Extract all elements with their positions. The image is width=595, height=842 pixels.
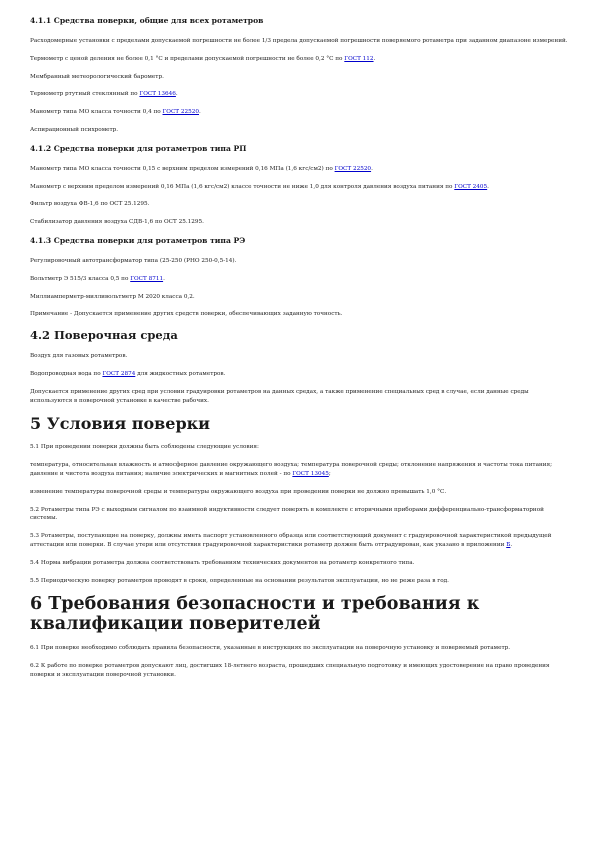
paragraph: Вольтметр Э 515/3 класса 0,5 по ГОСТ 8711. bbox=[30, 275, 165, 282]
note-paragraph: Примечание - Допускается применение других средств поверки, обеспечивающих заданную точность. bbox=[30, 311, 343, 318]
appendix-link[interactable]: Б bbox=[506, 541, 511, 548]
paragraph: Термометр ртутный стеклянный по ГОСТ 13646. bbox=[30, 91, 178, 98]
paragraph: Манометр типа МО класса точности 0,4 по ГОСТ 22520. bbox=[30, 109, 201, 116]
gost-link[interactable]: ГОСТ 13646 bbox=[139, 91, 176, 98]
paragraph: Расходомерные установки с пределами допускаемой погрешности не более 1/3 предела допускаемой погрешности поверяемого ротаметра при заданном диапазоне измерений. bbox=[30, 38, 568, 44]
paragraph: Регулировочный автотрансформатор типа (25-250 (РНО 250-0,5-14). bbox=[30, 257, 237, 264]
section-5-heading: 5 Условия поверки bbox=[30, 414, 211, 434]
section-4-1-3-heading: 4.1.3 Средства поверки для ротаметров типа РЭ bbox=[30, 235, 246, 245]
document-page bbox=[30, 16, 570, 689]
section-4-1-2-heading: 4.1.2 Средства поверки для ротаметров типа РП bbox=[30, 143, 247, 153]
paragraph: 6.2 К работе по поверке ротаметров допускают лиц, достигших 18-летнего возраста, прошедших специальную подготовку и имеющих удостоверение на право проведения поверки и эксплуатации поверочной установки. bbox=[30, 663, 550, 678]
paragraph: 5.3 Ротаметры, поступающие на поверку, должны иметь паспорт установленного образца или соответствующий документ с градуировочной характеристикой предыдущей аттестации или поверки. В случае утери или отсутствия градуировочной характеристики ротаметр должен быть отградуирован, как указано в приложении Б. bbox=[30, 533, 552, 548]
paragraph: изменение температуры поверочной среды и температуры окружающего воздуха при проведении поверки не должно превышать 1,0 °С. bbox=[30, 488, 447, 495]
paragraph: Миллиамперметр-милливольтметр М 2020 класса 0,2. bbox=[30, 293, 195, 300]
paragraph: Манометр с верхним пределом измерений 0,16 МПа (1,6 кгс/см2) классе точности не ниже 1,0 для контроля давления воздуха питания по ГОСТ 2405. bbox=[30, 183, 489, 190]
section-4-1-1-heading: 4.1.1 Средства поверки, общие для всех ротаметров bbox=[30, 16, 264, 25]
paragraph: Допускается применение других сред при условии градуировки ротаметров на данных средах, а также применение специальных сред в случае, если данные среды используются в поверочной установке в качестве рабочих. bbox=[30, 388, 529, 404]
paragraph: Воздух для газовых ротаметров. bbox=[30, 353, 128, 360]
paragraph: Аспирационный психрометр. bbox=[30, 126, 119, 133]
paragraph: Водопроводная вода по ГОСТ 2874 для жидкостных ротаметров. bbox=[30, 370, 226, 377]
gost-link[interactable]: ГОСТ 13045 bbox=[292, 470, 329, 477]
paragraph: Мембранный метеорологический барометр. bbox=[30, 73, 164, 80]
paragraph: 6.1 При поверке необходимо соблюдать правила безопасности, указанные в инструкциях по эксплуатации на поверочную установку и поверяемый ротаметр. bbox=[30, 645, 511, 652]
paragraph: Стабилизатор давления воздуха СДВ-1,6 по ОСТ 25.1295. bbox=[30, 219, 204, 226]
paragraph: 5.2 Ротаметры типа РЭ с выходным сигналом по взаимной индуктивности следует поверять в комплекте с вторичными приборами дифференциально-трансформаторной системы. bbox=[30, 506, 544, 522]
paragraph: 5.1 При проведении поверки должны быть соблюдены следующие условия: bbox=[30, 444, 259, 451]
gost-link[interactable]: ГОСТ 8711 bbox=[130, 275, 164, 282]
paragraph: 5.4 Норма вибрации ротаметра должна соответствовать требованиям технических документов на ротаметр конкретного типа. bbox=[30, 559, 415, 566]
paragraph: Термометр с ценой деления не более 0,1 °С и пределами допускаемой погрешности не более 0,2 °С по ГОСТ 112. bbox=[30, 55, 376, 62]
gost-link[interactable]: ГОСТ 2874 bbox=[102, 370, 136, 377]
paragraph: 5.5 Периодическую поверку ротаметров проводят в сроки, определенные на основании результатов эксплуатации, но не реже раза в год. bbox=[30, 577, 449, 584]
gost-link[interactable]: ГОСТ 22520 bbox=[334, 165, 372, 172]
section-6-heading: 6 Требования безопасности и требования к квалификации поверителей bbox=[30, 594, 480, 635]
gost-link[interactable]: ГОСТ 2405 bbox=[454, 183, 488, 190]
paragraph: температура, относительная влажность и атмосферное давление окружающего воздуха; температура поверочной среды; отклонение напряжения и частоты тока питания; давление и чистота воздуха питания; наличие электрических и магнитных полей - по ГОСТ 13045; bbox=[30, 462, 553, 477]
section-4-2-heading: 4.2 Поверочная среда bbox=[30, 328, 178, 343]
gost-link[interactable]: ГОСТ 112 bbox=[344, 55, 374, 62]
paragraph: Манометр типа МО класса точности 0,15 с верхним пределом измерений 0,16 МПа (1,6 кгс/см2) по ГОСТ 22520. bbox=[30, 165, 373, 172]
gost-link[interactable]: ГОСТ 22520 bbox=[162, 109, 199, 116]
paragraph: Фильтр воздуха ФВ-1,6 по ОСТ 25.1295. bbox=[30, 201, 150, 208]
